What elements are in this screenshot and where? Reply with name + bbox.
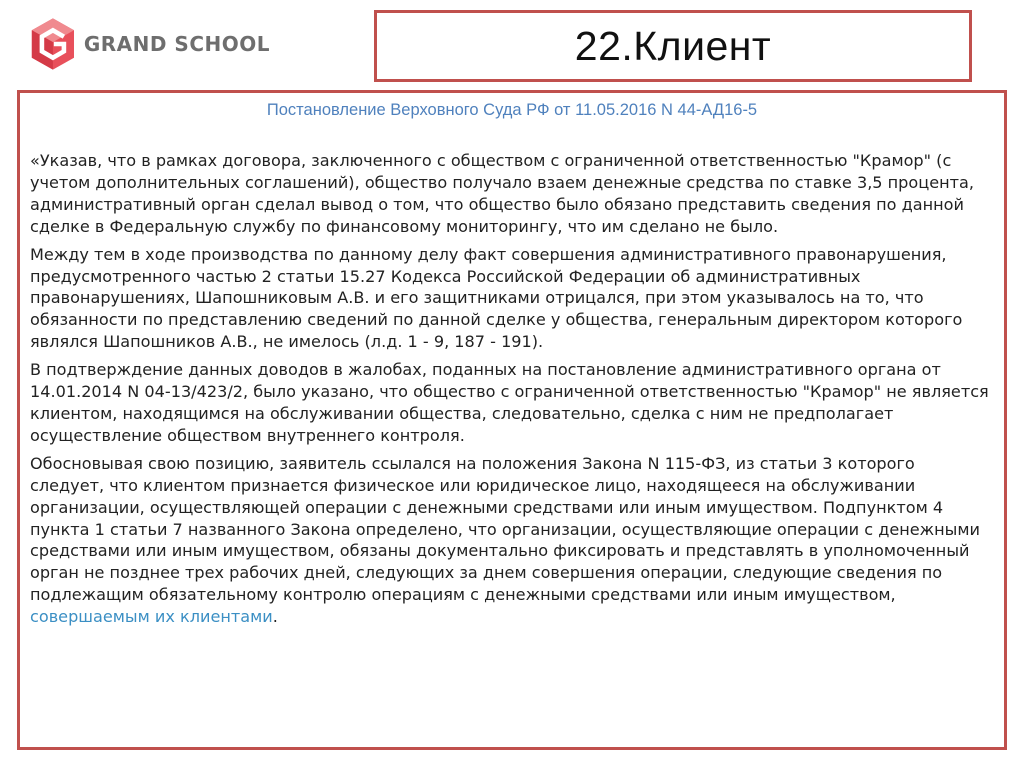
paragraph: Между тем в ходе производства по данному делу факт совершения административного правонарушения, предусмотренного частью 2 статьи 15.27 Кодекса Российской Федерации об административных правонарушениях, Шапошниковым А.В. и его защитниками отрицался, при этом указывалось на то, что обязанности по представлению сведений по данной сделке у общества, генеральным директором которого являлся Шапошников А.В., не имелось (л.д. 1 - 9, 187 - 191). bbox=[30, 244, 963, 352]
document-box bbox=[17, 90, 1007, 750]
slide-title: 22.Клиент bbox=[574, 22, 772, 69]
brand-name: GRAND SCHOOL bbox=[83, 32, 270, 56]
brand-logo bbox=[30, 14, 270, 74]
end-punctuation: . bbox=[272, 607, 278, 627]
grand-school-hexagon-g-icon bbox=[30, 14, 76, 74]
paragraph-last-text: Обосновывая свою позицию, заявитель ссылался на положения Закона N 115-ФЗ, из статьи 3 которого следует, что клиентом признается физическое или юридическое лицо, находящееся на обслуживании организации, осуществляющей операции с денежными средствами или иным имуществом. Подпунктом 4 пункта 1 статьи 7 названного Закона определено, что организации, осуществляющие операции с денежными средствами или иным имуществом, обязаны документально фиксировать и представлять в уполномоченный орган не позднее трех рабочих дней, следующих за днем совершения операции, следующие сведения по подлежащим обязательному контролю операциям с денежными средствами или иным имуществом, bbox=[30, 453, 980, 605]
paragraph-last bbox=[30, 453, 990, 628]
document-body bbox=[30, 150, 990, 634]
paragraph: В подтверждение данных доводов в жалобах, поданных на постановление административного органа от 14.01.2014 N 04-13/423/2, было указано, что общество с ограниченной ответственностью "Крамор" не является клиентом, находящимся на обслуживании общества, следовательно, сделка с ним не предполагает осуществление обществом внутреннего контроля. bbox=[30, 360, 989, 445]
highlighted-text: совершаемым их клиентами bbox=[30, 607, 273, 627]
slide-title-box bbox=[374, 10, 972, 82]
document-source: Постановление Верховного Суда РФ от 11.05.2016 N 44-АД16-5 bbox=[266, 101, 758, 119]
paragraph: «Указав, что в рамках договора, заключенного с обществом с ограниченной ответственностью "Крамор" (с учетом дополнительных соглашений), общество получало взаем денежные средства по ставке 3,5 процента, административный орган сделал вывод о том, что общество было обязано представить сведения по данной сделке в Федеральную службу по финансовому мониторингу, что им сделано не было. bbox=[30, 151, 974, 236]
